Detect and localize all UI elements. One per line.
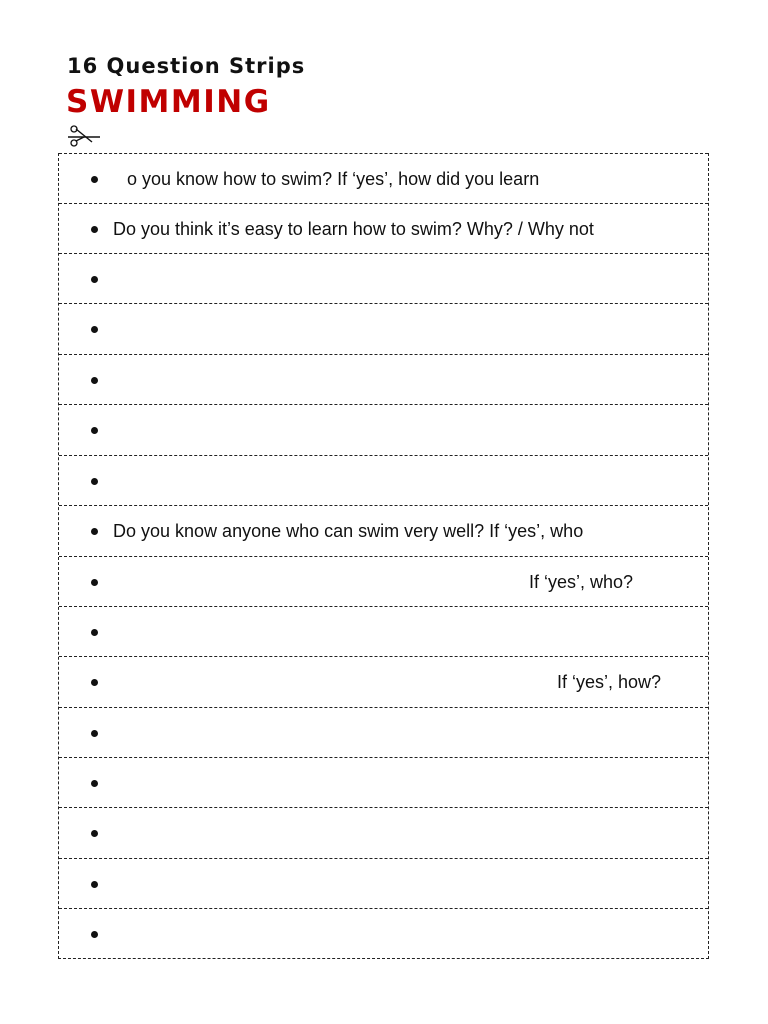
question-text: Do you think it’s easy to learn how to swim? Why? / Why not bbox=[113, 219, 594, 239]
question-strip bbox=[59, 354, 708, 404]
bullet-icon bbox=[91, 931, 98, 938]
bullet-icon bbox=[91, 830, 98, 837]
question-strip bbox=[59, 303, 708, 353]
bullet-icon bbox=[91, 427, 98, 434]
scissors-icon bbox=[66, 125, 102, 147]
bullet-icon bbox=[91, 730, 98, 737]
question-text: o you know how to swim? If ‘yes’, how did you learn bbox=[127, 169, 540, 189]
question-strip bbox=[59, 656, 708, 706]
bullet-icon bbox=[91, 377, 98, 384]
question-strip bbox=[59, 606, 708, 656]
question-strip bbox=[59, 455, 708, 505]
question-strip bbox=[59, 858, 708, 908]
question-strip bbox=[59, 556, 708, 606]
bullet-icon bbox=[91, 478, 98, 485]
question-strip bbox=[59, 404, 708, 454]
question-strip bbox=[59, 153, 708, 203]
question-text: Do you know anyone who can swim very well? If ‘yes’, who bbox=[113, 521, 584, 541]
question-strip bbox=[59, 505, 708, 555]
bullet-icon bbox=[91, 780, 98, 787]
bullet-icon bbox=[91, 226, 98, 233]
question-text: If ‘yes’, how? bbox=[557, 672, 662, 692]
question-strip bbox=[59, 757, 708, 807]
question-strip bbox=[59, 908, 708, 958]
bullet-icon bbox=[91, 629, 98, 636]
question-strip bbox=[59, 707, 708, 757]
question-strip bbox=[59, 807, 708, 857]
worksheet-subtitle: 16 Question Strips bbox=[67, 54, 306, 78]
question-strips bbox=[58, 153, 709, 959]
bullet-icon bbox=[91, 276, 98, 283]
question-strip bbox=[59, 203, 708, 253]
bullet-icon bbox=[91, 679, 98, 686]
question-text: If ‘yes’, who? bbox=[529, 572, 634, 592]
bullet-icon bbox=[91, 176, 98, 183]
bullet-icon bbox=[91, 579, 98, 586]
worksheet-title: SWIMMING bbox=[66, 84, 271, 120]
question-strip bbox=[59, 253, 708, 303]
bullet-icon bbox=[91, 326, 98, 333]
bullet-icon bbox=[91, 528, 98, 535]
bullet-icon bbox=[91, 881, 98, 888]
